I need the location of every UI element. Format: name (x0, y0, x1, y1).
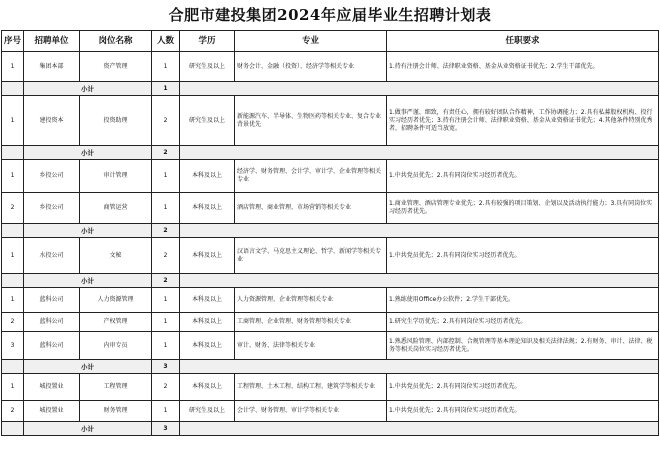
cell-major: 会计学、财务管理、审计学等相关专业 (235, 401, 387, 422)
cell-position: 人力资源管理 (80, 288, 152, 313)
document-title: 合肥市建投集团2024年应届毕业生招聘计划表 (168, 6, 492, 24)
cell-position: 财务管理 (80, 401, 152, 422)
subtotal-label: 小计 (24, 146, 152, 160)
cell-major: 人力资源管理、企业管理等相关专业 (235, 288, 387, 313)
table-body (2, 52, 659, 436)
subtotal-label: 小计 (24, 82, 152, 96)
cell-count: 1 (152, 401, 180, 422)
subtotal-label: 小计 (24, 422, 152, 436)
cell-position: 内审专员 (80, 332, 152, 360)
header-unit: 招聘单位 (24, 31, 80, 52)
cell-count: 1 (152, 52, 180, 82)
cell-no: 1 (2, 238, 24, 274)
cell-major: 汉语言文学、马克思主义理论、哲学、新闻学等相关专业 (235, 238, 387, 274)
cell-requirements: 1.研究生学历优先；2.具有同岗位实习经历者优先。 (387, 313, 659, 332)
table-row (2, 160, 659, 193)
cell-requirements: 1.中共党员优先；2.具有同岗位实习经历者优先。 (387, 374, 659, 401)
cell-education: 研究生及以上 (180, 96, 235, 146)
cell-position: 投资助理 (80, 96, 152, 146)
cell-unit: 蓝科公司 (24, 332, 80, 360)
subtotal-row (2, 224, 659, 238)
subtotal-blank (180, 224, 659, 238)
subtotal-row (2, 146, 659, 160)
subtotal-value: 2 (152, 274, 180, 288)
cell-unit: 蓝科公司 (24, 313, 80, 332)
cell-position: 文秘 (80, 238, 152, 274)
subtotal-blank (180, 360, 659, 374)
subtotal-spacer (2, 82, 24, 96)
subtotal-blank (180, 422, 659, 436)
table-row (2, 238, 659, 274)
cell-count: 1 (152, 193, 180, 224)
cell-major: 经济学、财务管理、会计学、审计学、企业管理等相关专业 (235, 160, 387, 193)
subtotal-spacer (2, 146, 24, 160)
cell-count: 2 (152, 96, 180, 146)
cell-major: 酒店管理、商业管理、市场营销等相关专业 (235, 193, 387, 224)
cell-unit: 蓝科公司 (24, 288, 80, 313)
cell-no: 1 (2, 52, 24, 82)
cell-position: 审计管理 (80, 160, 152, 193)
subtotal-value: 1 (152, 82, 180, 96)
cell-unit: 集团本部 (24, 52, 80, 82)
header-major: 专业 (235, 31, 387, 52)
cell-requirements: 1.中共党员优先；2.具有同岗位实习经历者优先。 (387, 238, 659, 274)
cell-unit: 乡投公司 (24, 160, 80, 193)
subtotal-value: 2 (152, 224, 180, 238)
cell-count: 1 (152, 288, 180, 313)
cell-education: 本科及以上 (180, 288, 235, 313)
cell-no: 3 (2, 332, 24, 360)
cell-requirements: 1.中共党员优先；2.具有同岗位实习经历者优先。 (387, 401, 659, 422)
cell-no: 1 (2, 288, 24, 313)
cell-unit: 城投置业 (24, 374, 80, 401)
cell-count: 1 (152, 160, 180, 193)
header-requirements: 任职要求 (387, 31, 659, 52)
header-position: 岗位名称 (80, 31, 152, 52)
table-row (2, 52, 659, 82)
cell-requirements: 1.做事严谨、细致，有责任心，拥有较好团队合作精神，工作协调能力；2.具有私募股权机构、投行实习经历者优先；3.持有注册会计师、法律职业资格、基金从业资格证书优先；4.其他条件特别优秀者，招聘条件可适当放宽。 (387, 96, 659, 146)
subtotal-spacer (2, 422, 24, 436)
subtotal-spacer (2, 224, 24, 238)
cell-education: 本科及以上 (180, 313, 235, 332)
subtotal-label: 小计 (24, 224, 152, 238)
table-row (2, 401, 659, 422)
subtotal-row (2, 274, 659, 288)
cell-major: 新能源汽车、半导体、生物医药等相关专业、复合专业背景优先 (235, 96, 387, 146)
cell-major: 工程管理、土木工程、结构工程、建筑学等相关专业 (235, 374, 387, 401)
subtotal-row (2, 82, 659, 96)
cell-no: 1 (2, 160, 24, 193)
cell-requirements: 1.商业管理、酒店管理专业优先；2.具有较强的项目策划、企划以及活动执行能力；3.具有同岗位实习经历者优先。 (387, 193, 659, 224)
cell-unit: 乡投公司 (24, 193, 80, 224)
cell-count: 1 (152, 313, 180, 332)
cell-count: 1 (152, 332, 180, 360)
cell-no: 1 (2, 96, 24, 146)
table-row (2, 332, 659, 360)
cell-education: 研究生及以上 (180, 52, 235, 82)
cell-education: 研究生及以上 (180, 401, 235, 422)
cell-education: 本科及以上 (180, 193, 235, 224)
subtotal-row (2, 360, 659, 374)
cell-education: 本科及以上 (180, 160, 235, 193)
cell-unit: 建投资本 (24, 96, 80, 146)
cell-count: 2 (152, 238, 180, 274)
cell-no: 2 (2, 313, 24, 332)
cell-no: 2 (2, 193, 24, 224)
cell-education: 本科及以上 (180, 238, 235, 274)
cell-major: 财务会计、金融（投资）、经济学等相关专业 (235, 52, 387, 82)
subtotal-spacer (2, 360, 24, 374)
subtotal-blank (180, 274, 659, 288)
cell-unit: 城投置业 (24, 401, 80, 422)
table-row (2, 374, 659, 401)
subtotal-spacer (2, 274, 24, 288)
cell-count: 2 (152, 374, 180, 401)
cell-requirements: 1.持有注册会计师、法律职业资格、基金从业资格证书优先；2.学生干部优先。 (387, 52, 659, 82)
cell-unit: 水投公司 (24, 238, 80, 274)
cell-education: 本科及以上 (180, 374, 235, 401)
subtotal-blank (180, 146, 659, 160)
table-row (2, 96, 659, 146)
cell-position: 商管运营 (80, 193, 152, 224)
header-education: 学历 (180, 31, 235, 52)
cell-education: 本科及以上 (180, 332, 235, 360)
cell-no: 1 (2, 374, 24, 401)
subtotal-label: 小计 (24, 274, 152, 288)
cell-major: 工商管理、企业管理、财务管理等相关专业 (235, 313, 387, 332)
cell-major: 审计、财务、法律等相关专业 (235, 332, 387, 360)
subtotal-value: 2 (152, 146, 180, 160)
recruitment-plan-table (1, 30, 659, 436)
subtotal-blank (180, 82, 659, 96)
subtotal-row (2, 422, 659, 436)
cell-position: 工程管理 (80, 374, 152, 401)
cell-requirements: 1.熟悉风险管理、内部控制、合规管理等基本理论知识及相关法律法规；2.有财务、审计、法律、税务等相关岗位实习经历者优先。 (387, 332, 659, 360)
cell-no: 2 (2, 401, 24, 422)
subtotal-value: 3 (152, 422, 180, 436)
subtotal-value: 3 (152, 360, 180, 374)
cell-position: 产权管理 (80, 313, 152, 332)
table-row (2, 193, 659, 224)
cell-position: 资产管理 (80, 52, 152, 82)
header-row (2, 31, 659, 52)
header-count: 人数 (152, 31, 180, 52)
table-row (2, 288, 659, 313)
table-row (2, 313, 659, 332)
cell-requirements: 1.熟练使用Office办公软件；2.学生干部优先。 (387, 288, 659, 313)
subtotal-label: 小计 (24, 360, 152, 374)
header-no: 序号 (2, 31, 24, 52)
cell-requirements: 1.中共党员优先；2.具有同岗位实习经历者优先。 (387, 160, 659, 193)
